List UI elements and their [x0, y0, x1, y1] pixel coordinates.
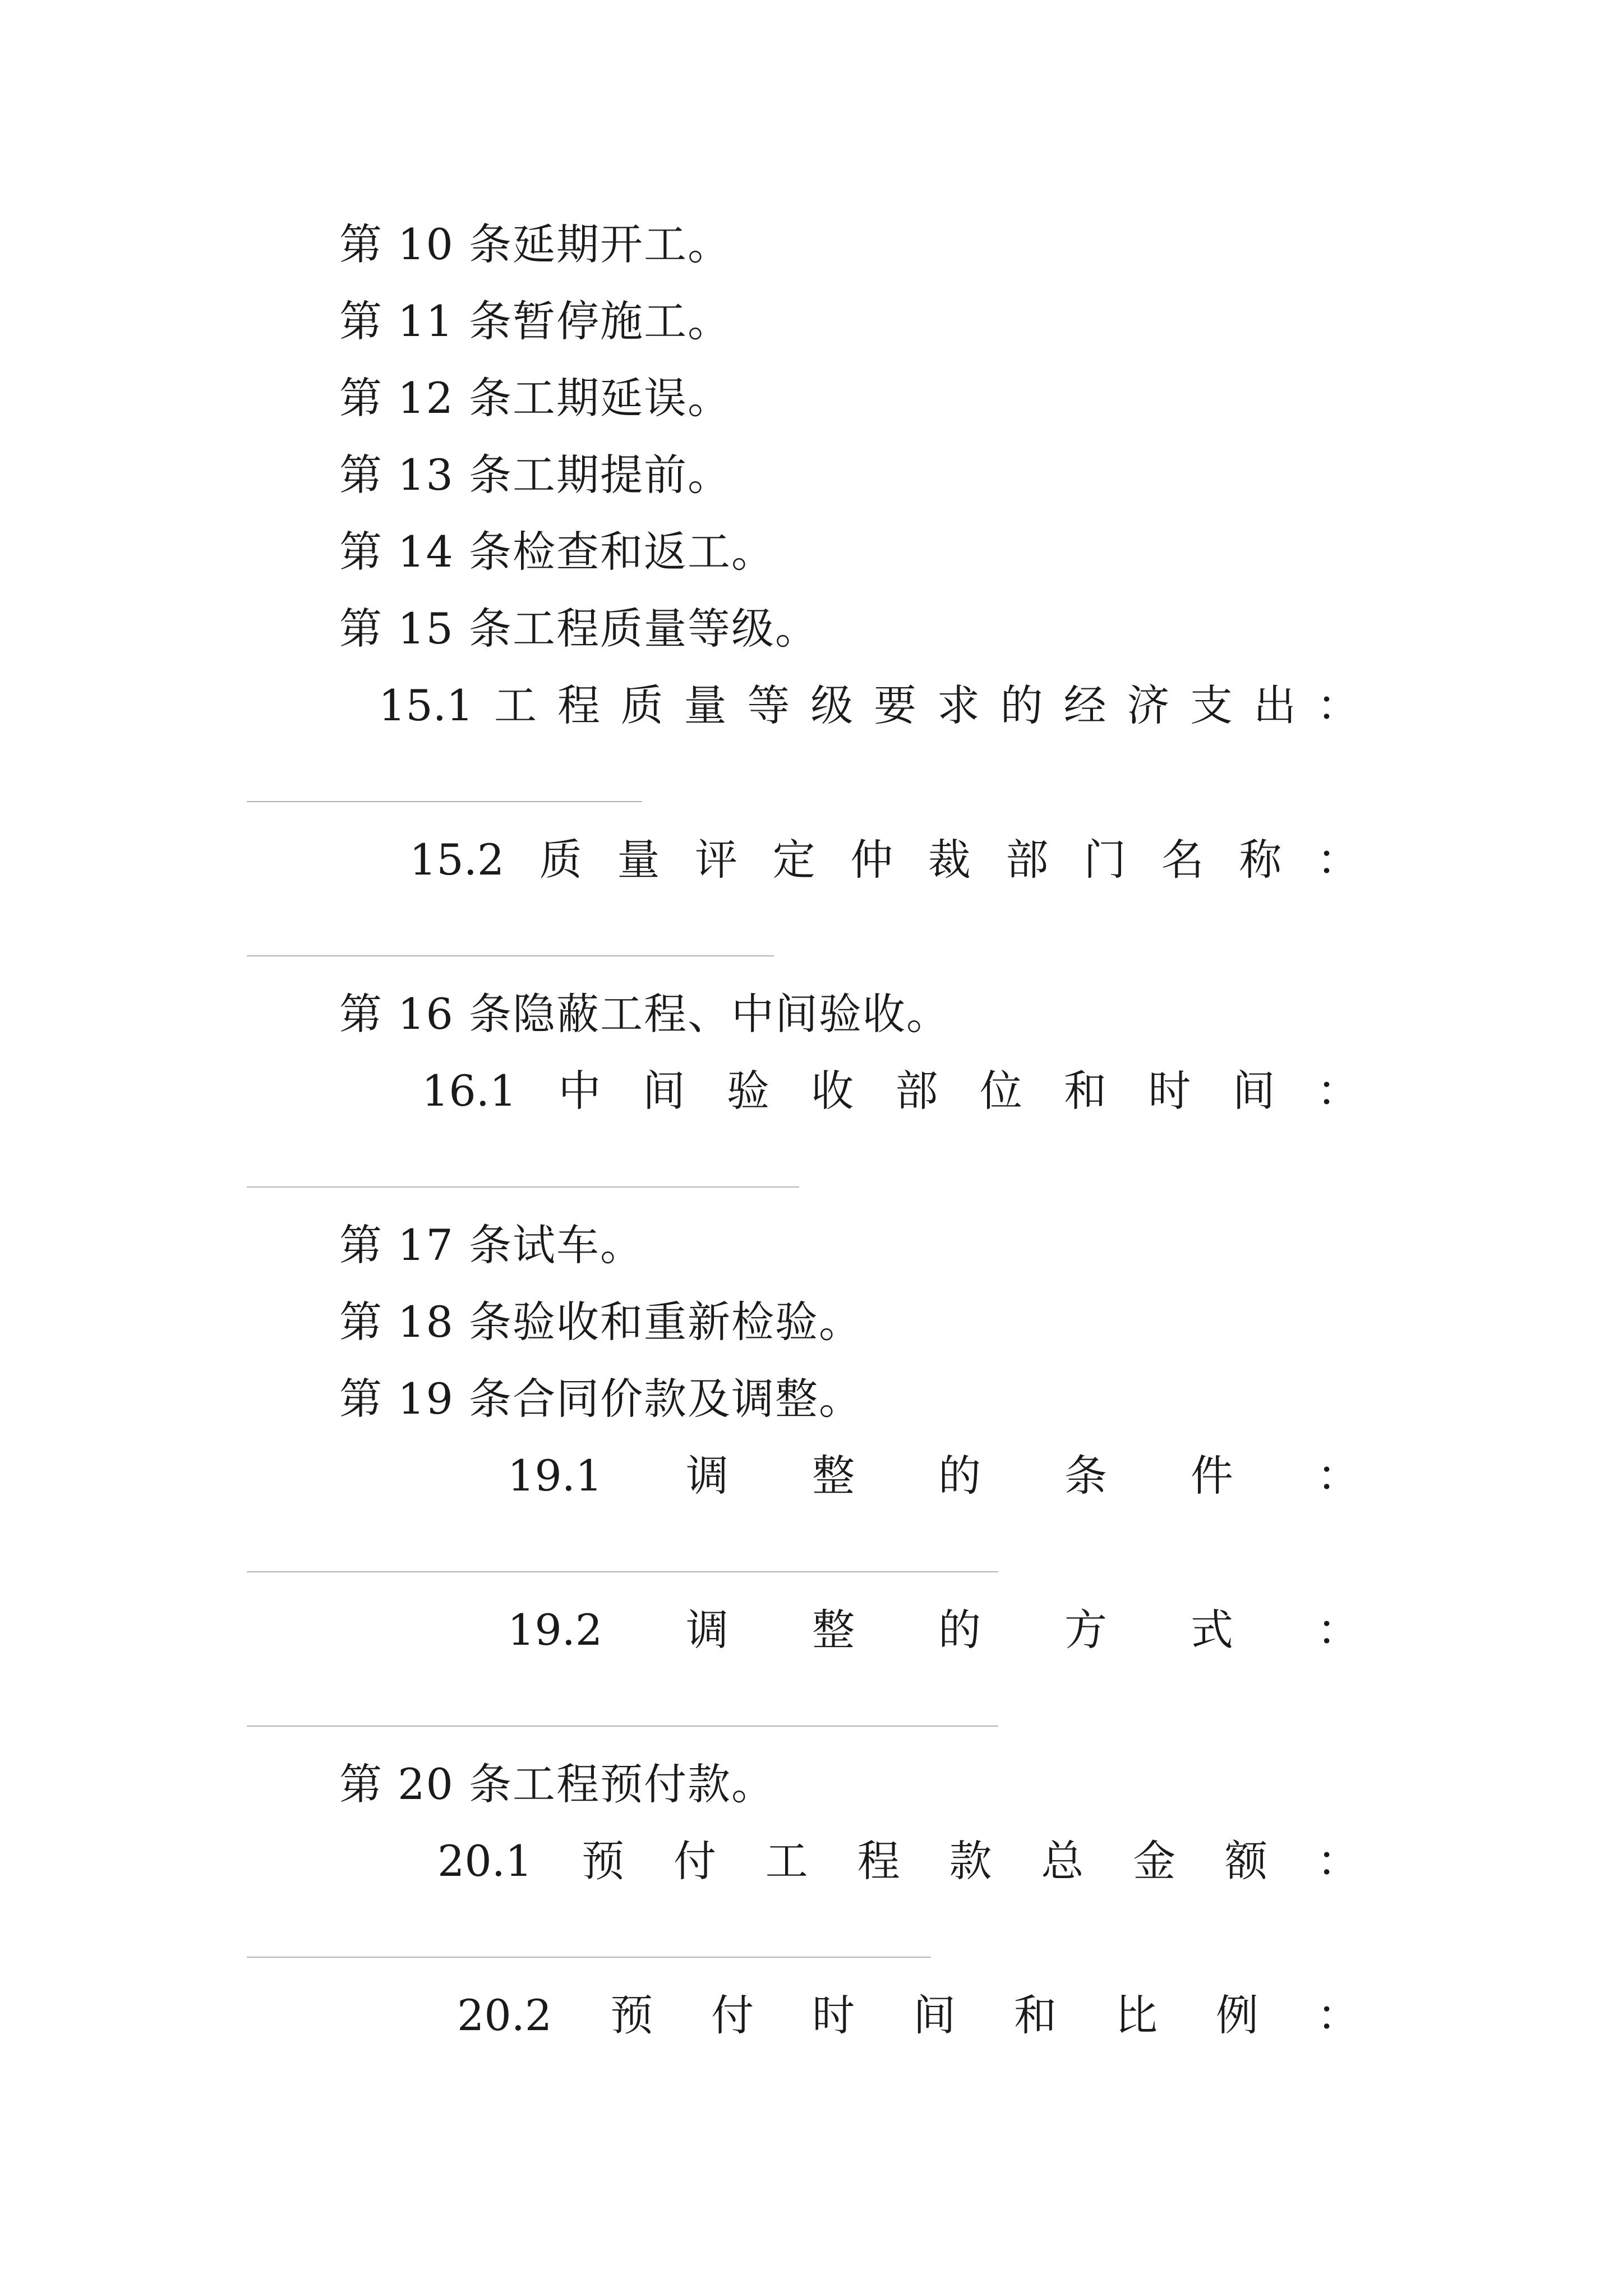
article-17: 第 17 条试车。 — [339, 1220, 644, 1270]
article-15: 第 15 条工程质量等级。 — [339, 604, 819, 654]
blank-underline — [247, 1186, 799, 1188]
clause-16-1: 16.1 中 间 验 收 部 位 和 时 间 ： — [422, 1066, 1359, 1116]
clause-number: 20.2 — [457, 1990, 552, 2040]
blank-underline — [247, 1957, 931, 1958]
article-12: 第 12 条工期延误。 — [339, 373, 732, 423]
clause-19-2: 19.2 调 整 的 方 式 ： — [508, 1605, 1359, 1655]
blank-underline — [247, 801, 642, 802]
article-16: 第 16 条隐蔽工程、中间验收。 — [339, 989, 951, 1039]
article-10: 第 10 条延期开工。 — [339, 219, 732, 269]
clause-15-2: 15.2 质 量 评 定 仲 裁 部 门 名 称 ： — [409, 835, 1359, 885]
clause-number: 19.1 — [508, 1451, 603, 1501]
blank-underline — [247, 1571, 998, 1572]
clause-number: 19.2 — [508, 1605, 603, 1655]
article-18: 第 18 条验收和重新检验。 — [339, 1297, 863, 1347]
clause-colon: ： — [1316, 1605, 1359, 1655]
clause-colon: ： — [1316, 1451, 1359, 1501]
clause-number: 16.1 — [422, 1066, 517, 1116]
clause-colon: ： — [1316, 1990, 1359, 2040]
clause-19-1: 19.1 调 整 的 条 件 ： — [508, 1451, 1359, 1501]
blank-underline — [247, 1726, 998, 1727]
article-14: 第 14 条检查和返工。 — [339, 527, 776, 577]
blank-underline — [247, 955, 774, 956]
article-11: 第 11 条暂停施工。 — [339, 296, 732, 346]
clause-15-1: 15.1 工 程 质 量 等 级 要 求 的 经 济 支 出 ： — [379, 680, 1359, 730]
clause-number: 15.1 — [379, 680, 474, 730]
article-20: 第 20 条工程预付款。 — [339, 1759, 776, 1809]
article-13: 第 13 条工期提前。 — [339, 450, 732, 500]
clause-colon: ： — [1316, 680, 1359, 730]
clause-colon: ： — [1316, 1836, 1359, 1886]
clause-number: 20.1 — [437, 1836, 533, 1886]
article-19: 第 19 条合同价款及调整。 — [339, 1374, 863, 1424]
clause-20-2: 20.2 预 付 时 间 和 比 例 ： — [457, 1990, 1359, 2040]
clause-colon: ： — [1316, 835, 1359, 885]
clause-20-1: 20.1 预 付 工 程 款 总 金 额 ： — [437, 1836, 1359, 1886]
clause-number: 15.2 — [409, 835, 505, 885]
clause-colon: ： — [1316, 1066, 1359, 1116]
